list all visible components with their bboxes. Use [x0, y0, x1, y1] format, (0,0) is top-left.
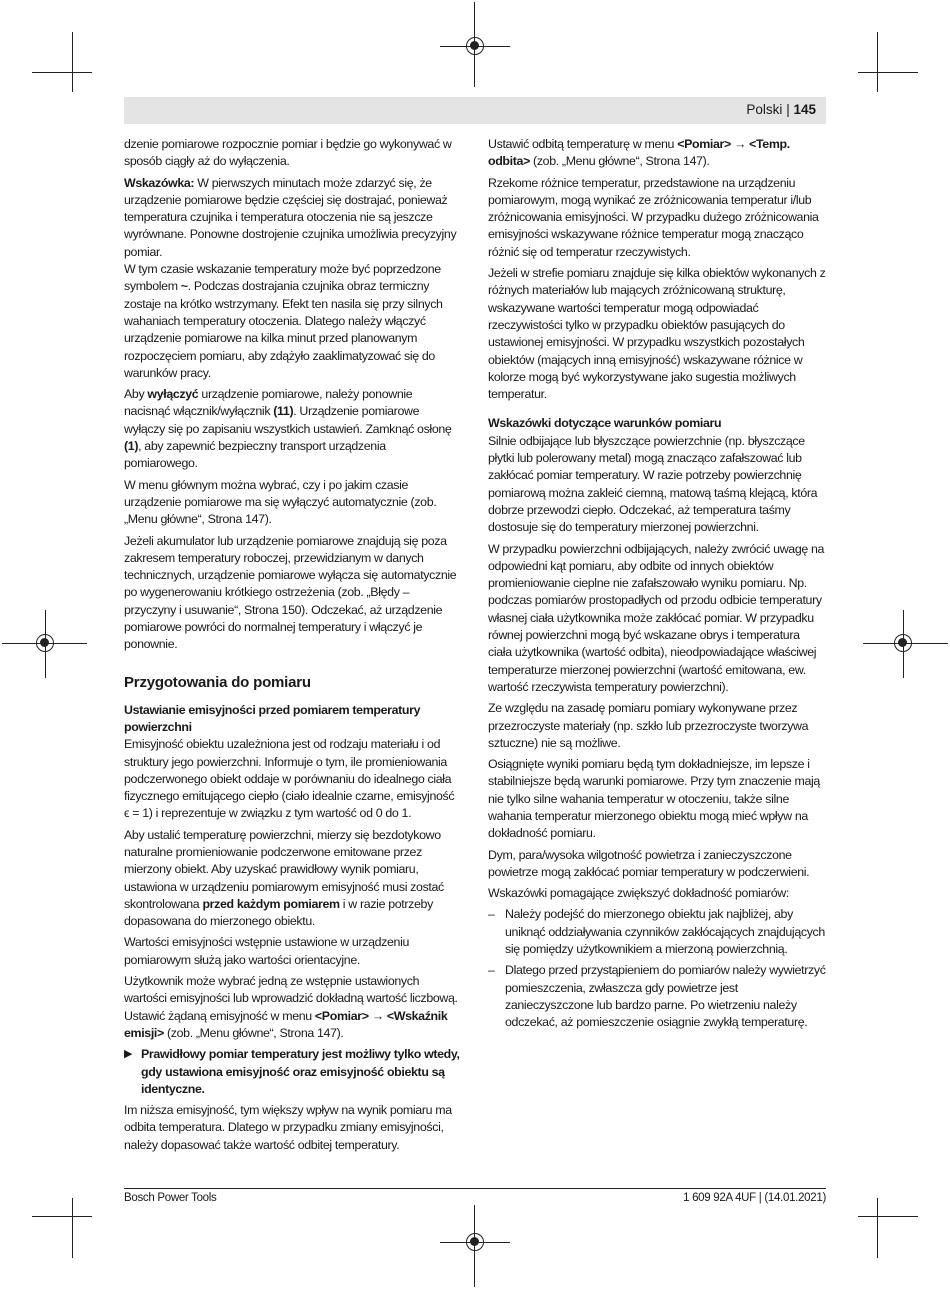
menu-name: <Wskaźnik emisji> — [124, 1008, 448, 1040]
reference-number: (11) — [273, 404, 294, 419]
registration-target-left-icon — [36, 634, 54, 652]
note-label: Wskazówka: — [124, 175, 195, 190]
paragraph: Rzekome różnice temperatur, przedstawione na urządzeniu pomiarowym, mogą wynikać ze zróżnicowania temperatur i/lub zróżnicowania emisyjności. W przypadku dużego zróżnicowania emisyjności wskazywane różnice temperatur mogą znacząco różnić się od temperatur rzeczywistych. — [488, 175, 819, 259]
list-item-text: Dlatego przed przystąpieniem do pomiarów należy wywietrzyć pomieszczenia, zwłaszcza gdy powietrze jest zanieczyszczone lub bardzo parne. Po wietrzeniu należy odczekać, aż pomieszczenie osiągnie zwykłą temperaturę. — [505, 963, 826, 1030]
paragraph: W menu głównym można wybrać, czy i po jakim czasie urządzenie pomiarowe ma się wyłączyć automatycznie (zob. „Menu główne“, Strona 147). — [124, 477, 437, 527]
footer-brand: Bosch Power Tools — [124, 1192, 217, 1204]
header-text — [746, 102, 816, 117]
registration-target-bottom-icon — [466, 1233, 484, 1251]
emphasis: wyłączyć — [147, 387, 199, 402]
page-header — [124, 97, 826, 124]
text-span: Aby ustalić temperaturę powierzchni, mierzy się bezdotykowo naturalne promieniowanie podczerwone emitowane przez mierzony obiekt. Aby uzyskać prawidłowy wynik pomiaru, ustawiona w urządzeniu pomiarowym emisyjność musi zostać skontrolowana — [124, 827, 444, 911]
header-language: Polski — [746, 102, 783, 117]
dash-bullet: – — [488, 963, 495, 978]
emphasis: przed każdym pomiarem — [202, 896, 340, 911]
menu-name: <Pomiar> — [677, 137, 731, 151]
arrow-text: → — [730, 137, 750, 151]
text-span: , aby zapewnić bezpieczny transport urządzenia pomiarowego. — [124, 439, 386, 471]
note-paragraph — [124, 175, 461, 261]
subsection-heading: Wskazówki dotyczące warunków pomiaru — [488, 416, 722, 431]
text-span: (zob. „Menu główne“, Strona 147). — [163, 1025, 344, 1040]
section-heading: Przygotowania do pomiaru — [124, 673, 311, 691]
reference-number: (1) — [124, 439, 139, 454]
paragraph — [488, 136, 826, 171]
play-arrow-icon: ▶ — [124, 1048, 133, 1061]
subsection-heading: Ustawianie emisyjności przed pomiarem temperatury powierzchni — [124, 702, 421, 734]
paragraph: Wartości emisyjności wstępnie ustawione w urządzeniu pomiarowym służą jako wartości orientacyjne. — [124, 935, 410, 967]
list-item-text: Należy podejść do mierzonego obiektu jak najbliżej, aby uniknąć oddziaływania czynników zakłócających znajdujących się pomiędzy użytkownikiem a mierzoną powierzchnią. — [505, 907, 825, 957]
menu-name: <Pomiar> — [314, 1008, 369, 1023]
tilde-symbol: ~ — [180, 279, 188, 294]
paragraph: W przypadku powierzchni odbijających, należy zwrócić uwagę na odpowiedni kąt pomiaru, aby odbite od innych obiektów promieniowanie cieplne nie zafałszowało wyniku pomiaru. Np. podczas pomiarów prostopadłych od przodu odbicie temperatury własnej ciała użytkownika może zakłócać pomiar. W przypadku równej powierzchni mogą być wskazane obrys i temperatura ciała użytkownika (wartość odbita), nieodpowiadające właściwej temperaturze mierzonej powierzchni (wartość emitowana, ew. wartość rzeczywista temperatury powierzchni). — [488, 541, 825, 694]
crop-mark-bottom-left-v — [72, 1198, 73, 1258]
instruction-text: Prawidłowy pomiar temperatury jest możliwy tylko wtedy, gdy ustawiona emisyjność oraz emisyjność obiektu są identyczne. — [141, 1047, 460, 1096]
instruction-item — [124, 1046, 461, 1098]
text-span: . Urządzenie pomiarowe wyłączy się po zapisaniu wszystkich ustawień. Zamknąć osłonę — [124, 404, 452, 436]
paragraph: Osiągnięte wyniki pomiaru będą tym dokładniejsze, im lepsze i stabilniejsze będą warunki pomiarowe. Przy tym znaczenie mają nie tylko silne wahania temperatur w otoczeniu, także silne wahania temperatur mierzonego obiektu mogą mieć wpływ na dokładność pomiaru. — [488, 757, 820, 841]
text-span: Użytkownik może wybrać jedną ze wstępnie ustawionych wartości emisyjności lub wprowadzić dokładną wartość liczbową. Ustawić żądaną emisyjność w menu — [124, 974, 458, 1023]
paragraph — [124, 386, 461, 472]
right-column — [488, 136, 826, 1036]
left-column — [124, 136, 461, 1158]
paragraph — [124, 261, 461, 382]
footer-doc-id: 1 609 92A 4UF | (14.01.2021) — [683, 1192, 826, 1204]
list-item — [488, 962, 826, 1031]
list-item — [488, 906, 826, 958]
crop-mark-bottom-left-h — [32, 1216, 92, 1217]
paragraph: Jeżeli akumulator lub urządzenie pomiarowe znajdują się poza zakresem temperatury roboczej, przewidzianym w danych technicznych, urządzenie pomiarowe wyłącza się automatycznie po wygenerowaniu krótkiego ostrzeżenia (zob. „Błędy – przyczyny i usuwanie“, Strona 150). Odczekać, aż urządzenie pomiarowe powróci do normalnej temperatury i włączyć je ponownie. — [124, 533, 457, 652]
text-span: urządzenie pomiarowe, należy ponownie nacisnąć włącznik/wyłącznik — [124, 387, 413, 419]
footer-rule — [124, 1188, 826, 1189]
paragraph — [124, 973, 461, 1042]
header-separator: | — [786, 102, 790, 117]
dash-bullet: – — [488, 907, 495, 922]
arrow-text: → — [368, 1008, 387, 1023]
paragraph: Silnie odbijające lub błyszczące powierzchnie (np. błyszczące płytki lub polerowany metal) mogą znacząco zafałszować lub zakłócać pomiar temperatury. W razie potrzeby powierzchnię pomiarową można zakleić ciemną, matową taśmą klejącą, która dobrze przewodzi ciepło. Odczekać, aż temperatura taśmy dostosuje się do temperatury mierzonej powierzchni. — [488, 433, 818, 535]
paragraph: Emisyjność obiektu uzależniona jest od rodzaju materiału i od struktury jego powierzchni. Informuje o tym, ile promieniowania podczerwonego obiekt oddaje w porównaniu do idealnego ciała fizycznego emitującego ciepło (ciało idealnie czarne, emisyjność ϵ = 1) i reprezentuje w związku z tym wartość od 0 do 1. — [124, 737, 455, 821]
crop-mark-bottom-right-v — [877, 1198, 878, 1258]
page-number: 145 — [793, 102, 816, 117]
paragraph: Jeżeli w strefie pomiaru znajduje się kilka obiektów wykonanych z różnych materiałów lub mających zróżnicowaną strukturę, wskazywane wartości temperatur mogą odpowiadać rzeczywistości tylko w przypadku obiektów pasujących do ustawionej emisyjności. W przypadku wszystkich pozostałych obiektów (mających inną emisyjność) wskazywane różnice w kolorze mogą być wykorzystywane jako sugestia możliwych temperatur. — [488, 266, 826, 402]
paragraph: dzenie pomiarowe rozpocznie pomiar i będzie go wykonywać w sposób ciągły aż do wyłączenia. — [124, 137, 452, 169]
paragraph: Dym, para/wysoka wilgotność powietrza i zanieczyszczone powietrze mogą zakłócać pomiar temperatury w podczerwieni. — [488, 847, 810, 879]
paragraph: Wskazówki pomagające zwiększyć dokładność pomiarów: — [488, 886, 789, 901]
text-span: (zob. „Menu główne“, Strona 147). — [529, 154, 710, 169]
crop-mark-top-right-h — [858, 72, 918, 73]
crop-mark-top-right-v — [877, 32, 878, 92]
crop-mark-bottom-right-h — [858, 1216, 918, 1217]
registration-target-top-icon — [466, 37, 484, 55]
text-span: i w razie potrzeby dopasowana do mierzonego obiektu. — [124, 896, 433, 929]
menu-name: <Temp. odbita> — [488, 137, 790, 169]
note-text: W pierwszych minutach może zdarzyć się, że urządzenie pomiarowe będzie częściej się dostrajać, ponieważ temperatura czujnika i temperatura otoczenia nie są jeszcze wyrównane. Ponowne dostrojenie czujnika umożliwia precyzyjny pomiar. — [124, 175, 457, 259]
crop-mark-top-left-v — [72, 32, 73, 92]
paragraph: Ze względu na zasadę pomiaru pomiary wykonywane przez przezroczyste materiały (np. szkło lub przezroczyste tworzywa sztuczne) nie są możliwe. — [488, 701, 809, 750]
text-span: Aby — [124, 387, 148, 402]
tips-list — [488, 906, 826, 1031]
paragraph — [124, 827, 461, 931]
paragraph: Im niższa emisyjność, tym większy wpływ na wynik pomiaru ma odbita temperatura. Dlatego w przypadku zmiany emisyjności, należy dopasować także wartość odbitej temperatury. — [124, 1103, 452, 1152]
text-span: Ustawić odbitą temperaturę w menu — [488, 137, 678, 151]
text-span: W tym czasie wskazanie temperatury może być poprzedzone symbolem — [124, 262, 441, 294]
text-span: . Podczas dostrajania czujnika obraz termiczny zostaje na krótko wstrzymany. Efekt ten nasila się przy silnych wahaniach temperatury otoczenia. Dlatego należy włączyć urządzenie pomiarowe na kilka minut przed planowanym rozpoczęciem pomiaru, aby zdążyło zaaklimatyzować się do warunków pracy. — [124, 279, 443, 380]
crop-mark-top-left-h — [32, 72, 92, 73]
registration-target-right-icon — [894, 634, 912, 652]
